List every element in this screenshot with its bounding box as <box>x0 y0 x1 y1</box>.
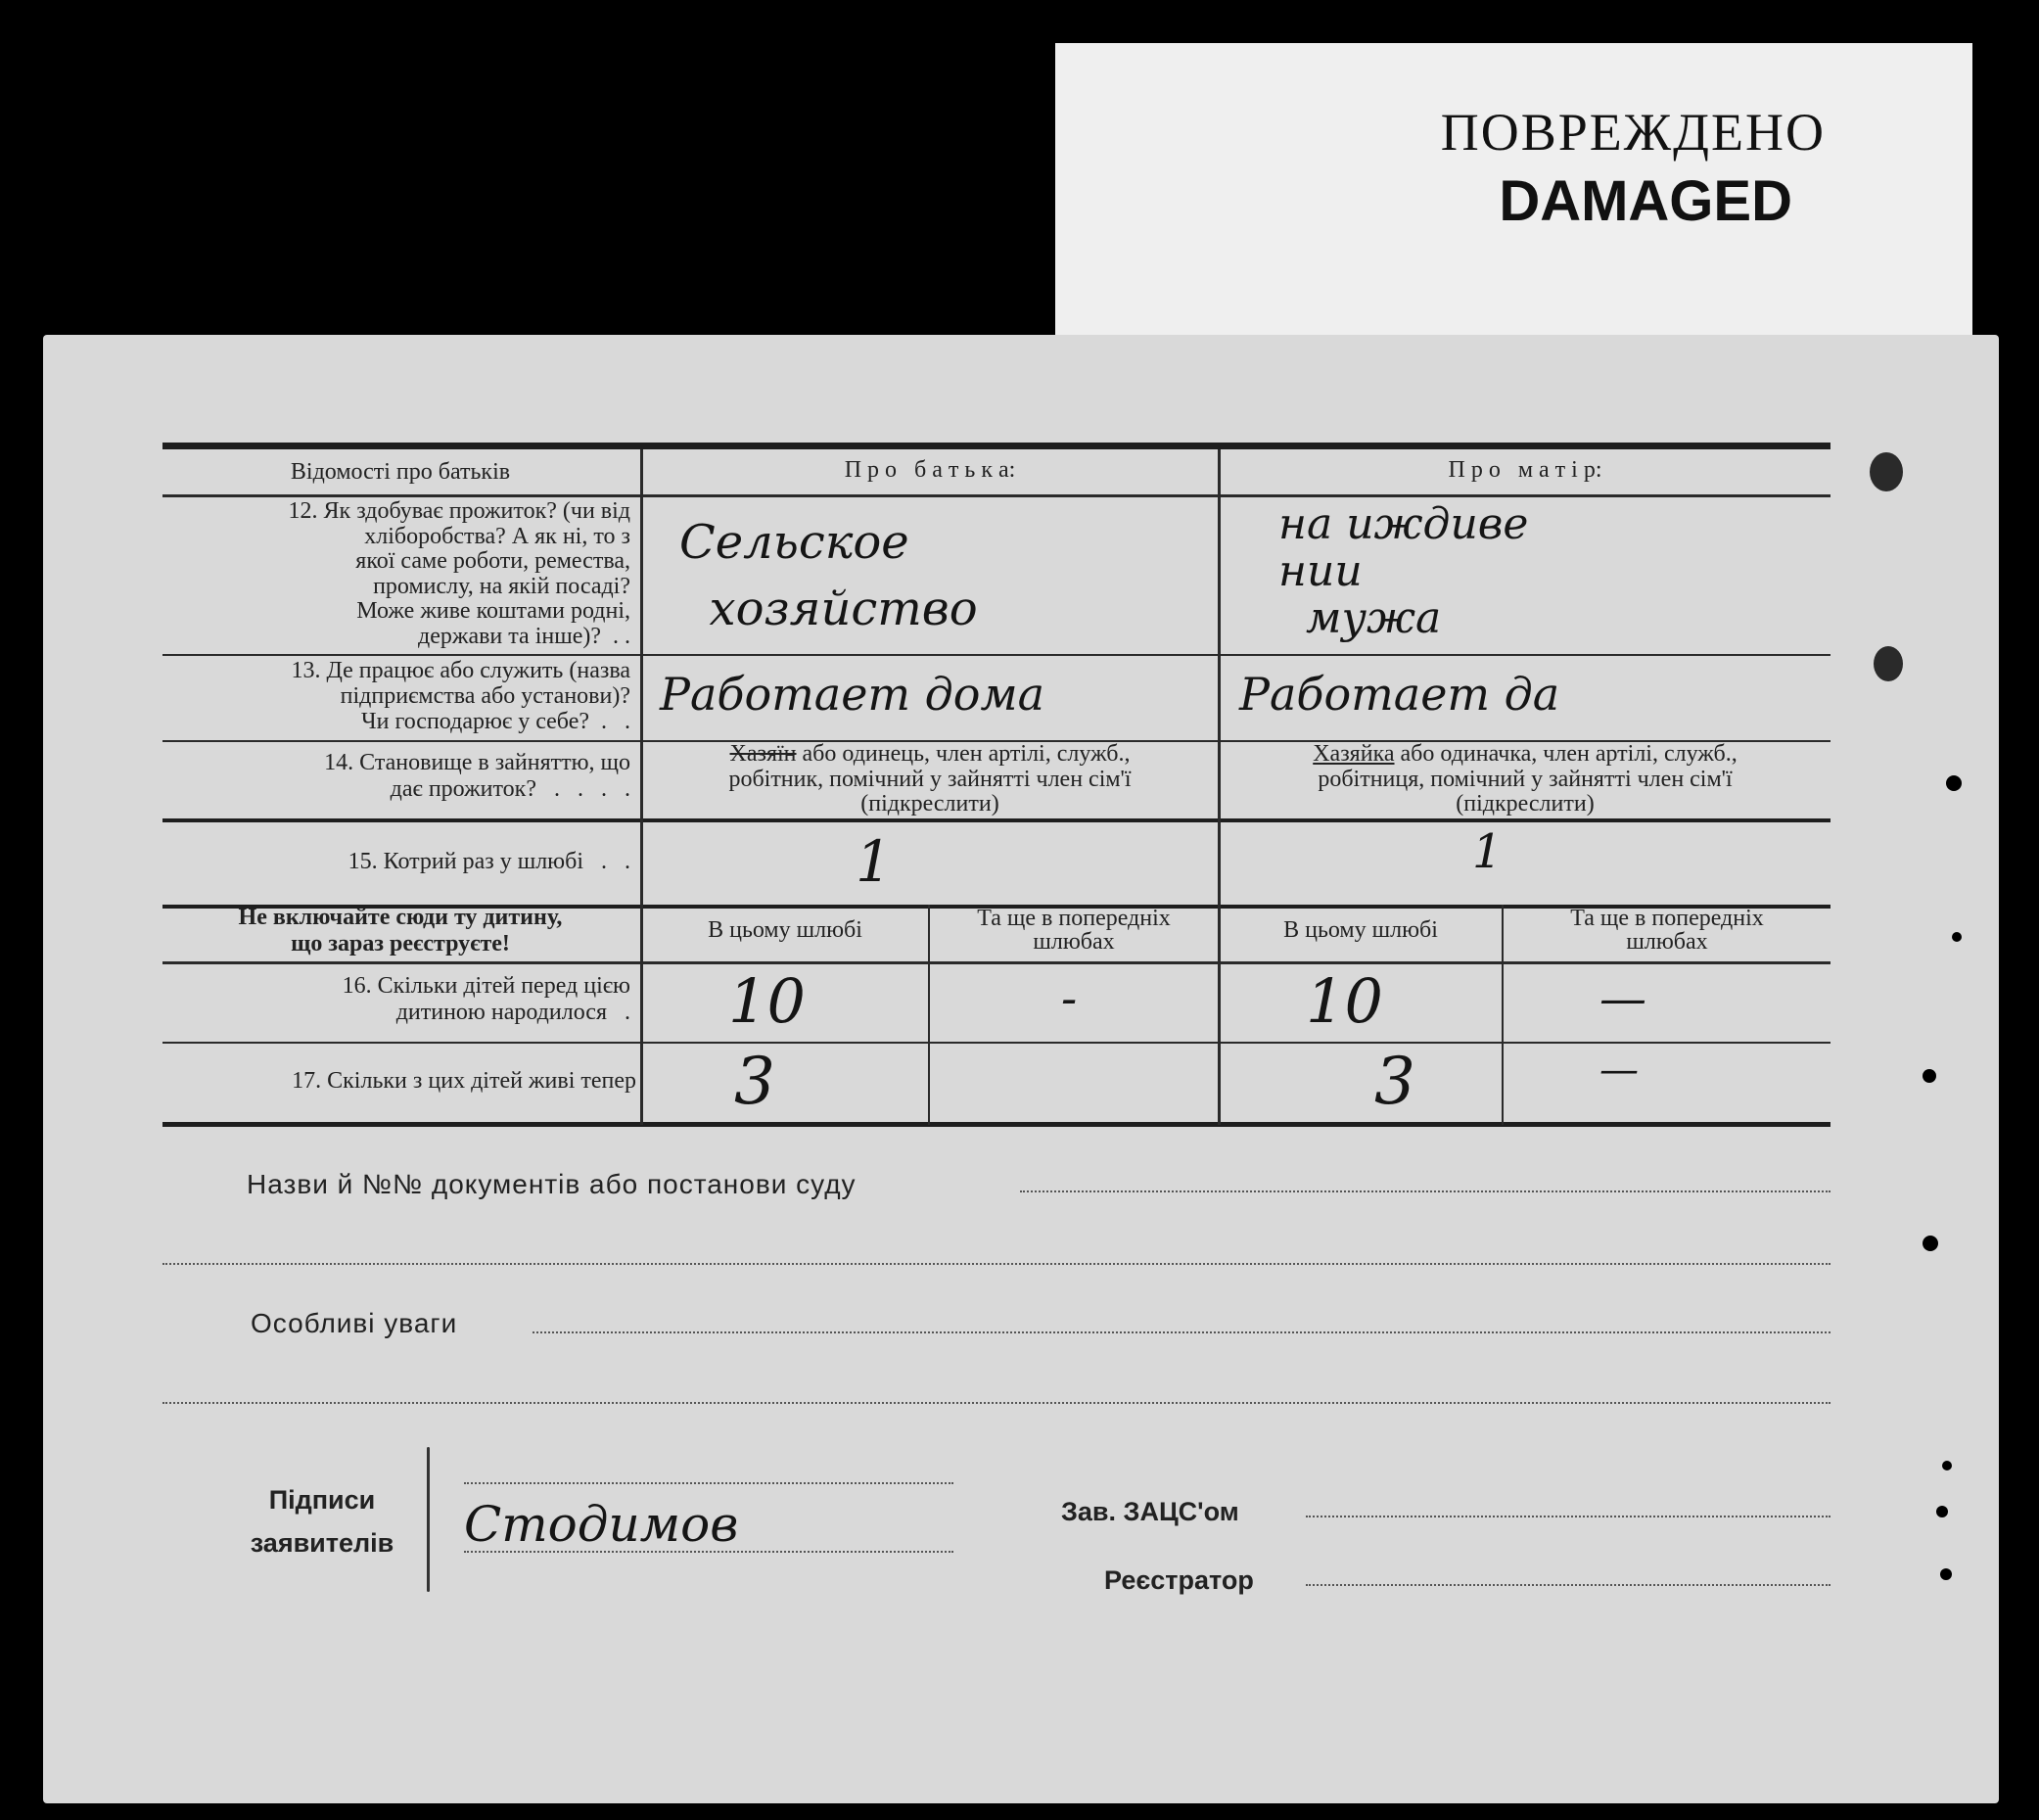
signature-brace <box>427 1447 430 1592</box>
answer-17-mother-this: 3 <box>1374 1044 1415 1119</box>
registrar-label: Реєстратор <box>1104 1565 1254 1595</box>
mother-owner-underlined: Хазяйка <box>1313 741 1395 767</box>
header-parents-info: Відомості про батьків <box>290 459 511 485</box>
question-17: 17. Скільки з цих дітей живі тепер <box>292 1068 636 1094</box>
answer-15-father: 1 <box>856 828 892 895</box>
answer-17-mother-prev: — <box>1599 1048 1639 1093</box>
damaged-label-en: DAMAGED <box>1499 169 1792 233</box>
binding-hole <box>1923 1236 1938 1251</box>
mother-this-marriage-header: В цьому шлюбі <box>1283 917 1438 943</box>
answer-14-mother-line3: (підкреслити) <box>1456 791 1595 817</box>
damaged-label-card <box>1055 43 1972 337</box>
header-about-father: П р о б а т ь к а: <box>844 457 1016 483</box>
mother-options: або одиначка, член артілі, служб., <box>1394 741 1738 767</box>
documents-line-2[interactable] <box>162 1263 1830 1265</box>
binding-hole <box>1870 452 1903 491</box>
father-this-marriage-header: В цьому шлюбі <box>708 917 862 943</box>
registration-form-page <box>43 335 1999 1803</box>
answer-13-father: Работает дома <box>660 668 1045 721</box>
head-of-registry-label: Зав. ЗАЦС'ом <box>1061 1497 1239 1526</box>
binding-hole <box>1923 1069 1936 1083</box>
binding-hole <box>1952 932 1962 942</box>
documents-label: Назви й №№ документів або постанови суду <box>247 1169 857 1199</box>
father-owner-struck: Хазяїн <box>729 741 797 767</box>
answer-15-mother: 1 <box>1472 824 1503 879</box>
notes-line-2[interactable] <box>162 1402 1830 1404</box>
rule-after-header <box>162 494 1830 497</box>
rule-after-q16 <box>162 1042 1830 1044</box>
father-options: або одинець, член артілі, служб., <box>796 741 1131 767</box>
answer-12-mother: на иждиве нии мужа <box>1278 499 1529 643</box>
notes-line-1[interactable] <box>533 1331 1830 1333</box>
binding-hole <box>1874 646 1903 681</box>
mother-previous-header: Та ще в попередніх шлюбах <box>1570 906 1764 955</box>
binding-hole <box>1940 1568 1952 1580</box>
answer-13-mother: Работает да <box>1239 668 1560 721</box>
rule-after-q14 <box>162 818 1830 822</box>
applicant-signature: Стодимов <box>464 1496 739 1553</box>
question-16: 16. Скільки дітей перед цією дитиною народилося . <box>342 973 630 1025</box>
answer-16-mother-this: 10 <box>1306 965 1383 1037</box>
binding-hole <box>1936 1506 1948 1517</box>
table-bottom-rule <box>162 1122 1830 1127</box>
question-12: 12. Як здобуває прожиток? (чи від хліборобства? А як ні, то з якої саме роботи, ремества, промислу, на якій посаді? Може живе коштами родні, держави та інше)? . . <box>288 498 630 649</box>
head-of-registry-line[interactable] <box>1306 1516 1830 1517</box>
father-previous-header: Та ще в попередніх шлюбах <box>977 906 1171 955</box>
answer-16-father-prev: - <box>1061 971 1078 1026</box>
question-14: 14. Становище в зайняттю, що дає прожиток? . . . . <box>324 750 630 802</box>
table-top-rule <box>162 443 1830 449</box>
question-13: 13. Де працює або служить (назва підприємства або установи)? Чи господарює у себе? . . <box>291 658 630 734</box>
registrar-line[interactable] <box>1306 1584 1830 1586</box>
answer-16-father-this: 10 <box>728 965 806 1037</box>
answer-14-father-line1 <box>642 742 1218 767</box>
note-exclude-child: Не включайте сюди ту дитину, що зараз реєструєте! <box>238 905 563 957</box>
answer-16-mother-prev: — <box>1599 971 1646 1026</box>
signatures-label: Підписи заявителів <box>250 1485 394 1558</box>
answer-14-mother-line2: робітниця, помічний у зайнятті член сім'ї <box>1318 767 1733 792</box>
answer-14-father-line2: робітник, помічний у зайнятті член сім'ї <box>728 767 1132 792</box>
notes-label: Особливі уваги <box>251 1308 458 1338</box>
rule-after-q12 <box>162 654 1830 656</box>
rule-after-subheader <box>162 961 1830 964</box>
header-about-mother: П р о м а т і р: <box>1448 457 1602 483</box>
answer-17-father-this: 3 <box>734 1044 775 1119</box>
documents-line-1[interactable] <box>1020 1190 1830 1192</box>
signature-line-1[interactable] <box>464 1482 953 1484</box>
answer-12-father: Сельское хозяйство <box>679 515 978 636</box>
answer-14-father-line3: (підкреслити) <box>860 791 999 817</box>
binding-hole <box>1946 775 1962 791</box>
answer-14-mother-line1 <box>1220 742 1830 767</box>
damaged-label-ru: ПОВРЕЖДЕНО <box>1440 103 1826 162</box>
binding-hole <box>1942 1461 1952 1470</box>
question-15: 15. Котрий раз у шлюбі . . <box>348 849 630 874</box>
